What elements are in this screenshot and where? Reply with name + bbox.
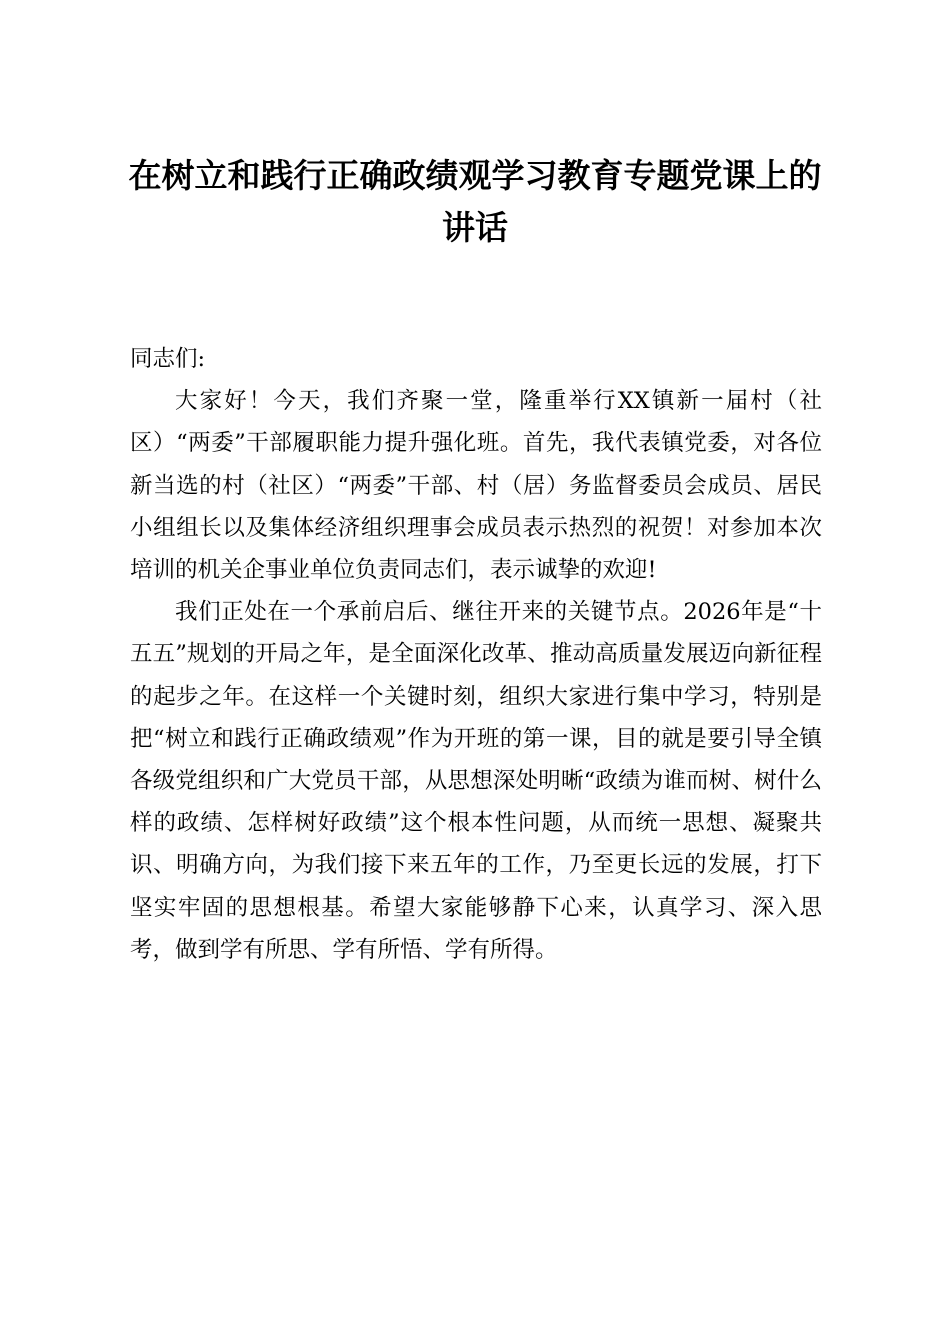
greeting: 同志们: bbox=[130, 346, 206, 372]
document-body bbox=[130, 338, 822, 971]
paragraph-2: 我们正处在一个承前启后、继往开来的关键节点。2026年是“十五五”规划的开局之年，是全面深化改革、推动高质量发展迈向新征程的起步之年。在这样一个关键时刻，组织大家进行集中学习，特别是把“树立和践行正确政绩观”作为开班的第一课，目的就是要引导全镇各级党组织和广大党员干部，从思想深处明晰“政绩为谁而树、树什么样的政绩、怎样树好政绩”这个根本性问题，从而统一思想、凝聚共识、明确方向，为我们接下来五年的工作，乃至更长远的发展，打下坚实牢固的思想根基。希望大家能够静下心来，认真学习、深入思考，做到学有所思、学有所悟、学有所得。 bbox=[130, 599, 822, 963]
document-title: 在树立和践行正确政绩观学习教育专题党课上的讲话 bbox=[128, 156, 822, 247]
paragraph-1: 大家好！今天，我们齐聚一堂，隆重举行XX镇新一届村（社区）“两委”干部履职能力提升强化班。首先，我代表镇党委，对各位新当选的村（社区）“两委”干部、村（居）务监督委员会成员、居民小组组长以及集体经济组织理事会成员表示热烈的祝贺！对参加本次培训的机关企事业单位负责同志们，表示诚挚的欢迎! bbox=[130, 388, 822, 584]
